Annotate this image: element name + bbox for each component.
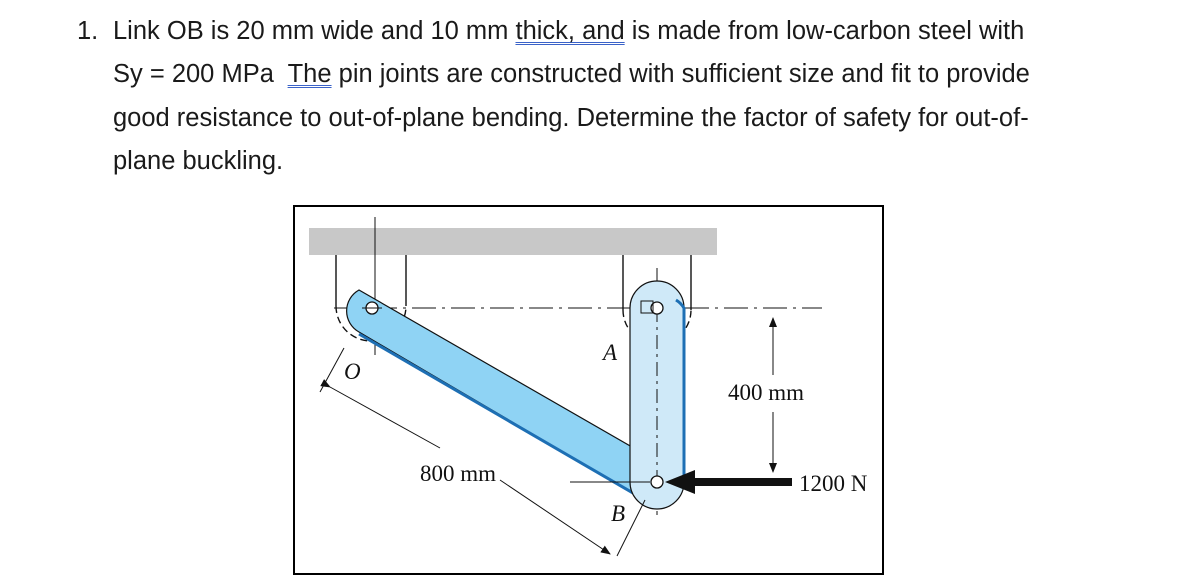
problem-line-1-c: is made from low-carbon steel with [624, 17, 1025, 45]
problem-line-2-c: pin joints are constructed with sufficient size and fit to provide [331, 60, 1030, 88]
label-A: A [603, 340, 618, 365]
problem-number: 1. [77, 17, 99, 45]
linkage-diagram [295, 207, 882, 573]
label-B: B [611, 501, 626, 526]
problem-line-1 [113, 16, 1024, 46]
link-AB [630, 281, 684, 509]
dimension-800-label: 800 mm [420, 461, 497, 486]
problem-line-1-underlined: thick, and [515, 17, 625, 45]
ceiling-support [309, 228, 717, 255]
figure-frame [293, 205, 884, 575]
problem-line-2 [113, 59, 1030, 89]
problem-line-2-underlined: The [287, 60, 332, 88]
dimension-400-label: 400 mm [728, 380, 805, 405]
force-label: 1200 N [799, 471, 868, 496]
problem-line-3: good resistance to out-of-plane bending. Determine the factor of safety for out-of- [113, 104, 1029, 132]
label-O: O [344, 359, 361, 384]
problem-statement [0, 0, 1179, 200]
link-OB [347, 290, 672, 500]
pin-B [651, 476, 663, 488]
problem-line-1-a: Link OB is 20 mm wide and 10 mm [113, 17, 516, 45]
problem-line-4: plane buckling. [113, 147, 284, 175]
problem-line-2-a: Sy = 200 MPa [113, 60, 288, 88]
